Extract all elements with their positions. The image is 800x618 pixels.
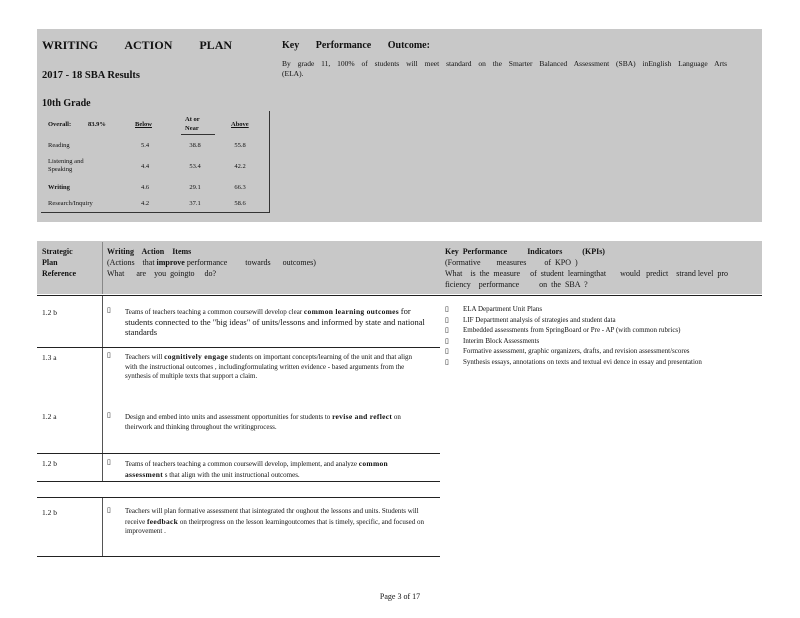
action-item <box>125 412 410 432</box>
header-ref-line: Reference <box>42 269 77 278</box>
row-near: 37.1 <box>189 200 201 207</box>
header-reference <box>42 246 102 279</box>
kpi-text: Interim Block Assessments <box>463 336 540 345</box>
action-text: on theirprogress on the lesson learningoutcomes that is timely, specific, and focused on improvement . <box>125 517 424 535</box>
action-item <box>125 352 425 382</box>
bullet-icon: ▯ <box>445 315 449 324</box>
action-keyword: revise and reflect <box>332 412 393 421</box>
kpo-heading: Key Performance Outcome: <box>282 40 430 51</box>
plan-reference: 1.2 a <box>42 412 57 421</box>
grade-heading: 10th Grade <box>42 98 91 109</box>
row-label: Research/Inquiry <box>48 200 93 207</box>
kpi-text: ELA Department Unit Plans <box>463 305 543 313</box>
overall-label: Overall: <box>48 121 72 128</box>
action-text: Design and embed into units and assessment opportunities for students to <box>125 413 331 421</box>
row-near: 38.8 <box>189 142 201 149</box>
action-text: on theirwork and thinking throughout the writingprocess. <box>125 413 401 431</box>
row-below: 4.6 <box>140 184 150 191</box>
plan-reference: 1.2 b <box>42 508 57 517</box>
row-divider <box>37 295 762 296</box>
sba-results-heading: 2017 - 18 SBA Results <box>42 70 141 81</box>
header-kpi-sub: (Formative measures of KPO ) <box>445 258 578 267</box>
action-text: Teams of teachers teaching a common coursewill develop clear <box>125 308 303 316</box>
divider <box>181 134 215 135</box>
header-kpi-title: Key Performance Indicators (KPIs) <box>445 247 605 256</box>
header-action-sub-part: (Actions that <box>107 258 155 267</box>
action-keyword: common assessment <box>125 459 389 479</box>
action-text: Teachers will plan formative assessment that isintegrated thr oughout the lessons and units. Students will receive <box>125 507 419 526</box>
kpo-text: By grade 11, 100% of students will meet standard on the Smarter Balanced Assessment (SBA) inEnglish Language Arts (ELA). <box>282 59 728 78</box>
row-divider <box>37 497 440 498</box>
action-item <box>125 307 435 339</box>
divider <box>102 454 103 481</box>
header-action-sub-part: performance towards outcomes) <box>186 258 316 267</box>
bullet-icon: ▯ <box>107 411 111 419</box>
bullet-icon: ▯ <box>107 506 111 514</box>
header-action-sub <box>107 257 407 268</box>
list-item <box>445 347 760 357</box>
header-ref-line: Strategic <box>42 247 73 256</box>
row-below: 4.4 <box>140 163 150 170</box>
divider <box>102 498 103 556</box>
action-keyword: common learning outcomes <box>303 307 400 316</box>
row-near: 29.1 <box>189 184 201 191</box>
bullet-icon: ▯ <box>445 305 449 313</box>
header-action-question: What are you goingto do? <box>107 269 217 278</box>
col-near-2: Near <box>185 125 199 132</box>
kpi-text: LIF Department analysis of strategies and student data <box>463 315 616 324</box>
page-title: WRITING ACTION PLAN <box>42 38 233 52</box>
list-item <box>445 358 760 368</box>
row-near: 53.4 <box>189 163 201 170</box>
row-label: Listening and Speaking <box>48 158 84 173</box>
row-divider <box>37 453 440 454</box>
header-action-sub-bold: improve <box>156 258 185 267</box>
list-item <box>445 316 760 326</box>
header-kpi-question: What is the measure of student learningthat would predict strand level pro ficiency performance on the SBA ? <box>445 269 733 289</box>
plan-reference: 1.2 b <box>42 459 57 468</box>
bullet-icon: ▯ <box>107 351 111 359</box>
action-item <box>125 459 425 480</box>
kpi-text: Embedded assessments from SpringBoard or Pre - AP (with common rubrics) <box>463 326 681 334</box>
row-above: 55.8 <box>234 142 246 149</box>
row-label: Reading <box>48 142 70 149</box>
bullet-icon: ▯ <box>445 347 449 355</box>
divider <box>102 348 103 453</box>
list-item <box>445 305 760 315</box>
action-keyword: feedback <box>146 516 179 526</box>
plan-reference: 1.3 a <box>42 353 57 362</box>
action-item <box>125 507 430 537</box>
overall-value: 83.9% <box>88 121 106 128</box>
header-action-items <box>107 246 407 279</box>
row-above: 58.6 <box>234 200 246 207</box>
kpi-text: Formative assessment, graphic organizers, drafts, and revision assessment/scores <box>463 347 690 355</box>
row-divider <box>37 556 440 557</box>
kpi-text: Synthesis essays, annotations on texts and textual evi dence in essay and presentation <box>463 357 702 366</box>
header-action-title: Writing Action Items <box>107 247 192 256</box>
action-text: Teams of teachers teaching a common coursewill develop, implement, and analyze <box>125 460 357 468</box>
header-ref-line: Plan <box>42 258 58 267</box>
row-above: 66.3 <box>234 184 246 191</box>
bullet-icon: ▯ <box>107 306 111 314</box>
action-text: students on important concepts/learning of the unit and that align with the instructional outcomes , includingformulating written evidence - based arguments from the synthesis of multiple texts that support a claim. <box>125 353 413 380</box>
bullet-icon: ▯ <box>445 357 449 366</box>
action-keyword: cognitively engage <box>164 352 229 361</box>
col-near-1: At or <box>185 116 200 123</box>
col-below: Below <box>135 121 152 128</box>
row-label: Writing <box>48 184 70 191</box>
bullet-icon: ▯ <box>445 336 449 345</box>
row-above: 42.2 <box>234 163 246 170</box>
results-table <box>41 111 270 213</box>
bullet-icon: ▯ <box>107 458 111 466</box>
row-below: 4.2 <box>140 200 150 207</box>
action-text: Teachers will <box>125 353 163 361</box>
divider <box>102 242 103 294</box>
action-text: for students connected to the "big ideas" of units/lessons and informed by state and national standards <box>125 306 425 337</box>
divider <box>102 296 103 348</box>
plan-reference: 1.2 b <box>42 308 57 317</box>
col-above: Above <box>231 121 249 128</box>
action-text: s that align with the unit instructional outcomes. <box>164 470 300 479</box>
page-number: Page 3 of 17 <box>379 592 421 601</box>
list-item <box>445 326 760 336</box>
row-divider <box>37 481 440 482</box>
kpi-list <box>445 305 760 368</box>
bullet-icon: ▯ <box>445 326 449 334</box>
header-kpis <box>445 246 745 290</box>
row-below: 5.4 <box>140 142 150 149</box>
list-item <box>445 337 760 347</box>
row-divider <box>37 347 440 348</box>
